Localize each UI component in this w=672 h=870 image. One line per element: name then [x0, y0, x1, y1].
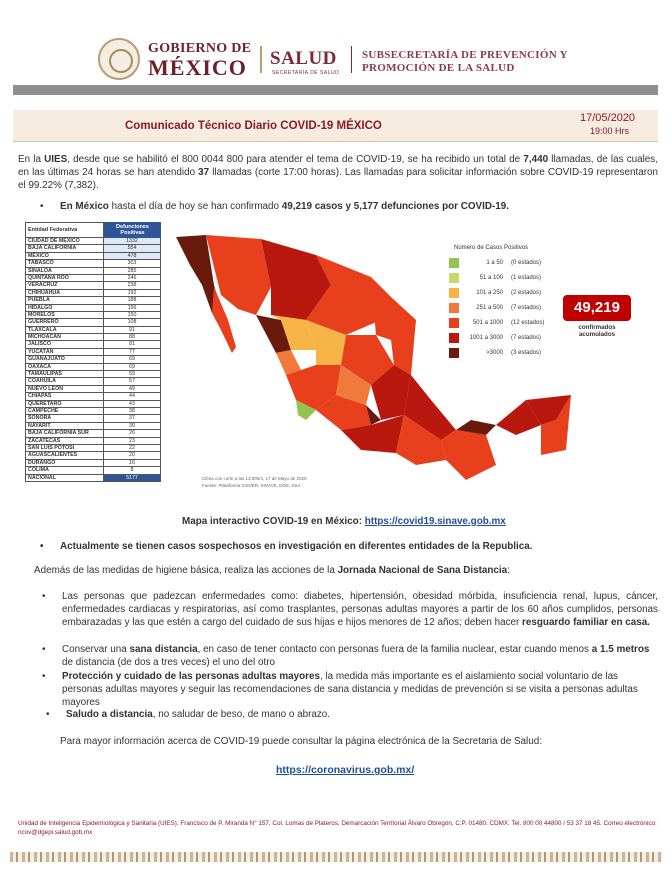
table-row	[25, 253, 161, 260]
legend-swatch	[449, 288, 459, 298]
table-row	[25, 430, 161, 437]
covid-map-link[interactable]: https://covid19.sinave.gob.mx	[364, 516, 506, 527]
entity-name: HIDALGO	[26, 305, 104, 311]
table-row	[25, 290, 161, 297]
deaths-value: 38	[129, 407, 135, 414]
gob-line1: GOBIERNO DE	[148, 41, 252, 56]
table-row	[25, 260, 161, 267]
table-header-entity: Entidad Federativa	[25, 222, 104, 238]
footer-pattern	[10, 852, 662, 862]
entity-name: CHIHUAHUA	[26, 290, 104, 296]
map-note-cutoff: Cifras con corte a las 13:00hrs, 17 de Mayo de 2020	[202, 476, 307, 481]
legend-item	[449, 315, 544, 330]
table-row	[25, 297, 161, 304]
measure-sana-distancia: • Conservar una sana distancia, en caso de tener contacto con personas fuera de la familia nuclear, estar cuando menos a 1.5 metros de distancia (de dos a tres veces) el uno del otro	[62, 643, 658, 669]
measure-vulnerable-groups: • Las personas que padezcan enfermedades como: diabetes, hipertensión, obesidad mórbida, insuficiencia renal, lupus, cáncer, enfermedades cardiacas y respiratorias, así como trasplantes, personas adultas mayores a partir de los 60 años cumplidos, personas embarazadas y las que estén a cargo del cuidado de sus hijas e hijos menores de 12 años; deben hacer resguardo familiar en casa.	[62, 590, 658, 629]
table-row	[25, 364, 161, 371]
mexico-choropleth-map	[166, 225, 592, 490]
entity-name: BAJA CALIFORNIA SUR	[26, 430, 104, 436]
entity-name: MÉXICO	[26, 253, 104, 259]
cases-bullet: • En México hasta el día de hoy se han confirmado 49,219 casos y 5,177 defunciones por COVID-19.	[60, 200, 660, 213]
deaths-value: 22	[129, 444, 135, 451]
more-info-text: Para mayor información acerca de COVID-19 puede consultar la página electrónica de la Secretaria de Salud:	[60, 736, 542, 747]
deaths-value: 108	[127, 319, 137, 326]
table-row	[25, 312, 161, 319]
table-row	[25, 334, 161, 341]
entity-name: MICHOACÁN	[26, 334, 104, 340]
table-row	[25, 438, 161, 445]
salud-subtext: SECRETARÍA DE SALUD	[272, 70, 340, 76]
deaths-value: 43	[129, 400, 135, 407]
deaths-value: 91	[129, 326, 135, 333]
entity-name: CIUDAD DE MÉXICO	[26, 238, 104, 244]
entity-name: SONORA	[26, 415, 104, 421]
deaths-value: 238	[127, 282, 137, 289]
table-row	[25, 245, 161, 252]
deaths-value: 49	[129, 385, 135, 392]
table-row	[25, 460, 161, 467]
deaths-table	[25, 222, 161, 482]
legend-states: (1 estados)	[511, 274, 542, 281]
table-row	[25, 467, 161, 474]
measure-greeting: • Saludo a distancia, no saludar de beso, de mano o abrazo.	[66, 708, 658, 721]
suspected-cases-bullet: • Actualmente se tienen casos sospechosos en investigación en diferentes entidades de la Republica.	[60, 540, 660, 553]
table-row	[25, 445, 161, 452]
deaths-value: 1332	[104, 238, 160, 244]
state-nuevo-leon	[371, 277, 391, 340]
deaths-value: 59	[129, 371, 135, 378]
table-row	[25, 423, 161, 430]
entity-name: NAYARIT	[26, 423, 104, 429]
legend-item	[449, 300, 544, 315]
deaths-value: 156	[127, 304, 137, 311]
total-value: 5177	[104, 475, 160, 481]
entity-name: COLIMA	[26, 467, 104, 473]
jornada-intro: Además de las medidas de higiene básica, realiza las acciones de la Jornada Nacional de Sana Distancia:	[34, 565, 510, 576]
legend-range: 101 a 250	[476, 289, 503, 296]
entity-name: MORELOS	[26, 312, 104, 318]
legend-range: 1001 a 3000	[469, 334, 503, 341]
deaths-value: 246	[127, 274, 137, 281]
legend-states: (7 estados)	[511, 334, 542, 341]
deaths-value: 37	[129, 415, 135, 422]
deaths-value: 150	[127, 311, 137, 318]
entity-name: DURANGO	[26, 460, 104, 466]
legend-range: >3000	[486, 349, 503, 356]
entity-name: AGUASCALIENTES	[26, 452, 104, 458]
legend-range: 1 a 50	[486, 259, 503, 266]
entity-name: TLAXCALA	[26, 327, 104, 333]
legend-states: (2 estados)	[511, 289, 542, 296]
legend-range: 251 a 500	[476, 304, 503, 311]
entity-name: OAXACA	[26, 364, 104, 370]
total-label: NACIONAL	[26, 475, 104, 481]
entity-name: COAHUILA	[26, 378, 104, 384]
table-row	[25, 393, 161, 400]
entity-name: SAN LUIS POTOSÍ	[26, 445, 104, 451]
entity-name: BAJA CALIFORNIA	[26, 245, 104, 251]
deaths-value: 26	[129, 430, 135, 437]
intro-paragraph: En la UIES, desde que se habilitó el 800 0044 800 para atender el tema de COVID-19, se ha recibido un total de 7,440 llamadas, de las cuales, en las últimas 24 horas se han atendido 37 llamadas (corte 17:00 horas). Las llamadas para solicitar información sobre COVID-19 representaron el 99.22% (7,382).	[18, 154, 658, 191]
entity-name: SINALOA	[26, 268, 104, 274]
deaths-value: 88	[129, 334, 135, 341]
legend-states: (12 estados)	[511, 319, 545, 326]
entity-name: ZACATECAS	[26, 438, 104, 444]
entity-name: CAMPECHE	[26, 408, 104, 414]
legend-item	[449, 270, 544, 285]
deaths-value: 285	[127, 267, 137, 274]
legend-item	[449, 330, 544, 345]
deaths-value: 20	[129, 452, 135, 459]
report-time: 19:00 Hrs	[590, 126, 630, 136]
legend-swatch	[449, 333, 459, 343]
legend-swatch	[449, 303, 459, 313]
deaths-value: 81	[129, 341, 135, 348]
deaths-value: 69	[129, 356, 135, 363]
table-row	[25, 349, 161, 356]
legend-item	[449, 255, 544, 270]
state-tamaulipas	[391, 297, 416, 375]
table-row	[25, 238, 161, 245]
gob-line2: MÉXICO	[148, 55, 247, 80]
deaths-value: 77	[129, 348, 135, 355]
legend-range: 51 a 100	[479, 274, 503, 281]
entity-name: TAMAULIPAS	[26, 371, 104, 377]
header-divider-2	[351, 46, 352, 73]
measure-older-adults: • Protección y cuidado de las personas adultas mayores, la medida más importante es el aislamiento social voluntario de las personas adultas mayores y seguir las recomendaciones de sana distancia y medidas de prevención si se visita a personas adultas mayores	[62, 670, 658, 709]
deaths-value: 57	[129, 378, 135, 385]
entity-name: VERACRUZ	[26, 282, 104, 288]
coronavirus-site-link[interactable]: https://coronavirus.gob.mx/	[276, 764, 415, 776]
table-row	[25, 371, 161, 378]
entity-name: QUINTANA ROO	[26, 275, 104, 281]
table-row	[25, 452, 161, 459]
deaths-value: 8	[130, 467, 134, 474]
legend-range: 501 a 1000	[472, 319, 503, 326]
table-row	[25, 378, 161, 385]
entity-name: GUERRERO	[26, 319, 104, 325]
table-row	[25, 401, 161, 408]
deaths-value: 30	[129, 422, 135, 429]
table-row	[25, 275, 161, 282]
table-row	[25, 356, 161, 363]
table-row	[25, 327, 161, 334]
table-row	[25, 386, 161, 393]
entity-name: GUANAJUATO	[26, 356, 104, 362]
table-row	[25, 305, 161, 312]
confirmed-cases-label: confirmados acumulados	[578, 324, 616, 338]
subsecretaria-line1: SUBSECRETARÍA DE PREVENCIÓN Y	[362, 49, 568, 61]
table-row	[25, 341, 161, 348]
legend-title: Número de Casos Positivos	[454, 245, 529, 251]
deaths-value: 192	[127, 289, 137, 296]
legend-swatch	[449, 273, 459, 283]
entity-name: YUCATÁN	[26, 349, 104, 355]
deaths-value: 16	[129, 459, 135, 466]
table-row	[25, 415, 161, 422]
deaths-value: 554	[104, 245, 160, 251]
table-row	[25, 268, 161, 275]
deaths-value: 303	[127, 260, 137, 267]
legend-states: (0 estados)	[511, 259, 542, 266]
state-chiapas	[441, 430, 496, 480]
deaths-value: 188	[127, 297, 137, 304]
entity-name: PUEBLA	[26, 297, 104, 303]
national-seal-icon	[98, 38, 140, 80]
table-row	[25, 282, 161, 289]
table-total-row	[25, 475, 161, 482]
table-row	[25, 319, 161, 326]
map-note-source: Fuente: Plataforma SISVER, SINAVE, DGE, SSA	[202, 483, 301, 488]
document-title: Comunicado Técnico Diario COVID-19 MÉXICO	[125, 120, 382, 132]
header-rule	[13, 85, 658, 95]
footer-contact: Unidad de Inteligencia Epidemiológica y Sanitaria (UIES). Francisco de P. Miranda N° 157, Col. Lomas de Plateros, Demarcación Territorial Álvaro Obregón, C.P. 01480. CDMX. Tel. 800 00 44800 / 53 37 18 45. Correo electrónico: ncov@dgepi.salud.gob.mx	[18, 820, 657, 836]
subsecretaria-line2: PROMOCIÓN DE LA SALUD	[362, 62, 515, 74]
table-row	[25, 408, 161, 415]
deaths-value: 478	[104, 253, 160, 259]
legend-swatch	[449, 348, 459, 358]
table-header-deaths: Defunciones Positivas	[104, 222, 161, 238]
header-divider	[260, 46, 262, 73]
legend-states: (7 estados)	[511, 304, 542, 311]
entity-name: JALISCO	[26, 341, 104, 347]
page-header	[0, 0, 672, 88]
map-legend	[449, 255, 544, 360]
legend-states: (3 estados)	[511, 349, 542, 356]
entity-name: TABASCO	[26, 260, 104, 266]
entity-name: QUERÉTARO	[26, 401, 104, 407]
report-date: 17/05/2020	[580, 112, 636, 124]
legend-swatch	[449, 258, 459, 268]
legend-item	[449, 285, 544, 300]
interactive-map-line: Mapa interactivo COVID-19 en México: https://covid19.sinave.gob.mx	[182, 516, 506, 527]
deaths-value: 44	[129, 393, 135, 400]
deaths-value: 69	[129, 363, 135, 370]
confirmed-cases-badge: 49,219	[563, 295, 631, 321]
entity-name: NUEVO LEÓN	[26, 386, 104, 392]
entity-name: CHIAPAS	[26, 393, 104, 399]
legend-swatch	[449, 318, 459, 328]
legend-item	[449, 345, 544, 360]
salud-logo-text: SALUD	[270, 48, 337, 69]
deaths-value: 23	[129, 437, 135, 444]
